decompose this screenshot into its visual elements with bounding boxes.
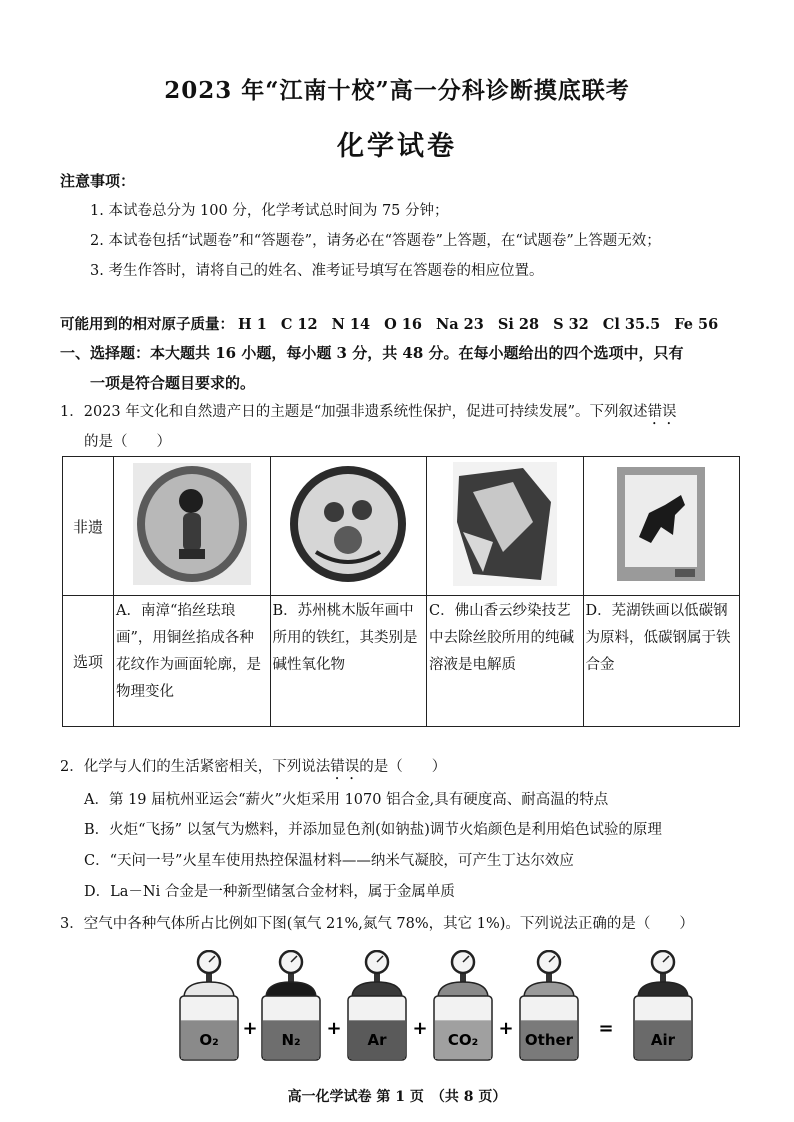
atomic-mass-item: C 12	[280, 316, 318, 333]
plus-sign: +	[412, 1018, 428, 1039]
question-1-stem	[60, 400, 677, 428]
equals-sign: =	[598, 1018, 614, 1039]
question-1-table	[62, 456, 740, 727]
exam-title: 2023 年“江南十校”高一分科诊断摸底联考	[164, 77, 630, 104]
q2-option-b: B．火炬“飞扬” 以氢气为燃料，并添加显色剂(如钠盐)调节火焰颜色是利用焰色试验的原理	[84, 822, 662, 838]
notice-item-1: 1. 本试卷总分为 100 分，化学考试总时间为 75 分钟；	[90, 203, 449, 219]
gas-bottle	[262, 951, 320, 1060]
atomic-masses-label: 可能用到的相对原子质量：	[60, 316, 234, 333]
gas-bottle-label: Air	[650, 1031, 676, 1050]
gas-bottle	[348, 951, 406, 1060]
atomic-mass-item: S 32	[553, 316, 589, 333]
air-composition-figure	[170, 950, 710, 1065]
notice-item-2: 2. 本试卷包括“试题卷”和“答题卷”，请务必在“答题卷”上答题，在“试题卷”上答题无效；	[90, 233, 661, 249]
silk-fabric-image	[427, 457, 584, 596]
atomic-mass-item: O 16	[384, 316, 422, 333]
section-heading: 一、选择题：本大题共 16 小题，每小题 3 分，共 48 分。在每小题给出的四个选项中，只有	[60, 344, 684, 362]
plus-sign: +	[326, 1018, 342, 1039]
woodblock-print-image	[270, 457, 427, 596]
atomic-mass-item: Si 28	[497, 316, 540, 333]
q2-stem-text: 2．化学与人们的生活紧密相关，下列说法	[60, 759, 331, 775]
q1-stem-text: 1．2023 年文化和自然遗产日的主题是“加强非遗系统性保护，促进可持续发展”。下列叙述	[60, 404, 648, 420]
table-row-label-options: 选项	[63, 596, 114, 727]
plus-sign: +	[242, 1018, 258, 1039]
gas-bottle-label: Ar	[367, 1031, 387, 1050]
notice-item-3: 3. 考生作答时，请将自己的姓名、准考证号填写在答题卷的相应位置。	[90, 263, 544, 279]
q2-option-c: C．“天问一号”火星车使用热控保温材料——纳米气凝胶，可产生丁达尔效应	[84, 853, 574, 869]
q2-option-a: A．第 19 届杭州亚运会“薪火”火炬采用 1070 铝合金,具有硬度高、耐高温的特点	[84, 792, 609, 808]
q2-stem-tail: 的是（ ）	[359, 759, 447, 775]
atomic-mass-item: Cl 35.5	[602, 316, 661, 333]
atomic-mass-item: Na 23	[435, 316, 484, 333]
q1-option-c: C．佛山香云纱染技艺中去除丝胶所用的纯碱溶液是电解质	[427, 596, 584, 727]
gas-bottle	[434, 951, 492, 1060]
gas-bottle	[180, 951, 238, 1060]
gas-bottle-label: O₂	[199, 1031, 219, 1050]
q1-option-d: D．芜湖铁画以低碳钢为原料，低碳钢属于铁合金	[583, 596, 740, 727]
gas-bottle-label: N₂	[281, 1031, 301, 1050]
gas-bottle	[634, 951, 692, 1060]
iron-painting-image	[583, 457, 740, 596]
question-1-stem-cont: 的是（ ）	[84, 434, 171, 450]
atomic-masses	[60, 313, 732, 334]
plus-sign: +	[498, 1018, 514, 1039]
table-row-label-heritage: 非遗	[63, 457, 114, 596]
gas-bottle-label: Other	[524, 1031, 574, 1050]
gas-bottle-label: CO₂	[447, 1031, 479, 1050]
q1-stem-emphasis: 错误	[647, 404, 677, 420]
q2-stem-emphasis: 错误	[330, 759, 360, 775]
gas-bottle	[520, 951, 578, 1060]
q1-option-b: B．苏州桃木版年画中所用的铁红，其类别是碱性氧化物	[270, 596, 427, 727]
page-footer: 高一化学试卷 第 1 页 （共 8 页）	[287, 1089, 507, 1105]
atomic-mass-item: Fe 56	[674, 316, 719, 333]
atomic-mass-item: H 1	[238, 316, 267, 333]
q2-option-d: D．La－Ni 合金是一种新型储氢合金材料，属于金属单质	[84, 884, 455, 900]
enamel-plate-image	[114, 457, 271, 596]
question-2-stem	[60, 755, 446, 783]
notice-heading: 注意事项：	[60, 172, 136, 190]
exam-subtitle: 化学试卷	[337, 131, 457, 162]
section-heading-cont: 一项是符合题目要求的。	[90, 374, 256, 392]
q1-option-a: A．南漳“掐丝珐琅画”，用铜丝掐成各种花纹作为画面轮廓，是物理变化	[114, 596, 271, 727]
question-3-stem: 3．空气中各种气体所占比例如下图(氧气 21%,氮气 78%，其它 1%)。下列说法正确的是（ ）	[60, 916, 694, 932]
atomic-mass-item: N 14	[331, 316, 371, 333]
